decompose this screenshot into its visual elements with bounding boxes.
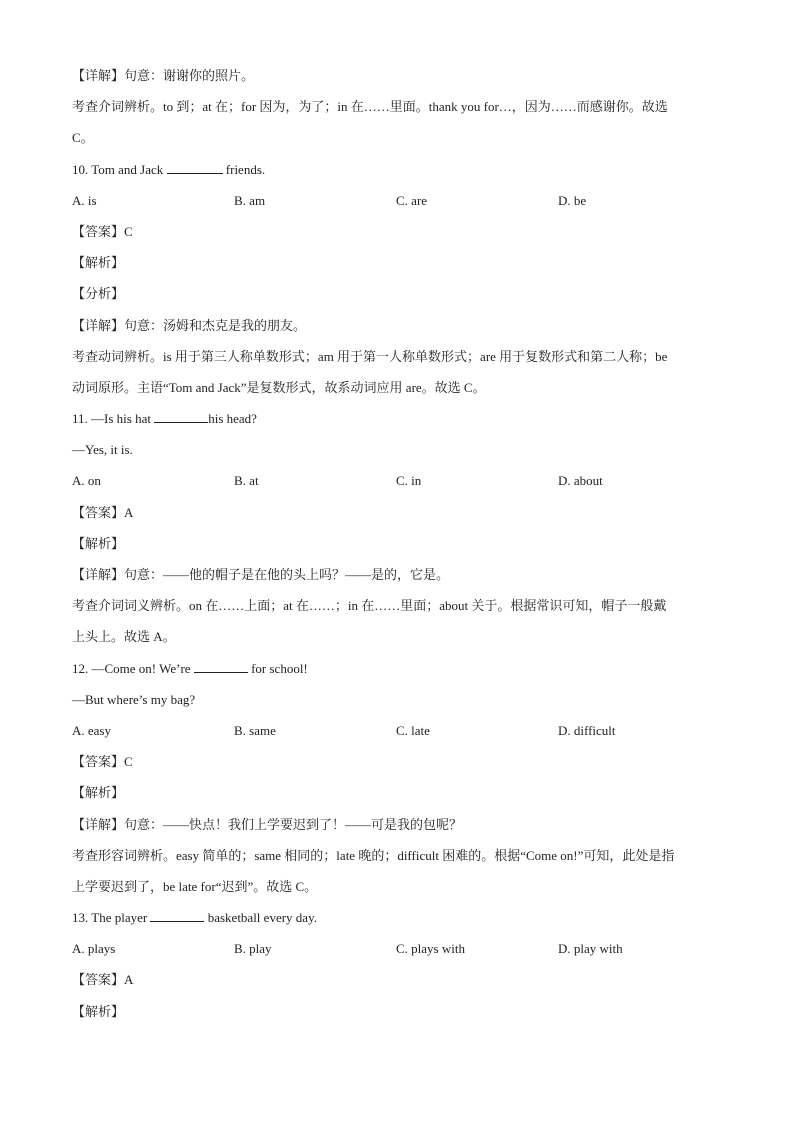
q10-detail: 【详解】句意：汤姆和杰克是我的朋友。 bbox=[72, 317, 307, 333]
q11-blank bbox=[154, 410, 208, 423]
q13-option-c: C. plays with bbox=[396, 941, 465, 957]
q12-stem bbox=[72, 659, 722, 690]
q11-stem bbox=[72, 409, 722, 440]
q10-option-c: C. are bbox=[396, 192, 428, 208]
q10-stem-before: 10. Tom and Jack bbox=[72, 161, 164, 177]
q10-analysis-line1: 考查动词辨析。is 用于第三人称单数形式；am 用于第一人称单数形式；are 用于复数形式和第二人称；be bbox=[72, 348, 668, 364]
q10-jiexi: 【解析】 bbox=[72, 255, 125, 271]
q13-option-d: D. play with bbox=[558, 941, 623, 957]
q9-analysis-line2: C。 bbox=[72, 130, 94, 146]
q10-analysis-line2: 动词原形。主语“Tom and Jack”是复数形式，故系动词应用 are。故选 C。 bbox=[72, 379, 486, 395]
q10-option-d: D. be bbox=[558, 192, 587, 208]
q11-option-c: C. in bbox=[396, 473, 422, 489]
q12-reply: —But where’s my bag? bbox=[72, 691, 196, 707]
q12-analysis-line2: 上学要迟到了，be late for“迟到”。故选 C。 bbox=[72, 878, 318, 894]
q11-option-d: D. about bbox=[558, 473, 603, 489]
q11-answer: 【答案】A bbox=[72, 504, 134, 520]
q11-reply: —Yes, it is. bbox=[72, 442, 133, 458]
q11-jiexi: 【解析】 bbox=[72, 535, 125, 551]
q12-blank bbox=[194, 660, 248, 673]
q11-stem-before: 11. —Is his hat bbox=[72, 411, 151, 427]
q9-detail: 【详解】句意：谢谢你的照片。 bbox=[72, 68, 255, 83]
q12-option-d: D. difficult bbox=[558, 722, 616, 738]
q10-option-b: B. am bbox=[234, 192, 266, 208]
q10-fenxi: 【分析】 bbox=[72, 286, 125, 302]
q12-stem-after: for school! bbox=[251, 660, 308, 676]
q11-options bbox=[72, 471, 722, 502]
q13-option-b: B. play bbox=[234, 941, 272, 957]
q11-stem-after: his head? bbox=[208, 411, 257, 427]
q12-jiexi: 【解析】 bbox=[72, 785, 125, 801]
q13-stem-before: 13. The player bbox=[72, 910, 148, 926]
q13-blank bbox=[150, 909, 204, 922]
q11-option-a: A. on bbox=[72, 473, 101, 489]
q13-jiexi: 【解析】 bbox=[72, 1003, 125, 1019]
q11-analysis-line2: 上头上。故选 A。 bbox=[72, 629, 176, 645]
q12-option-b: B. same bbox=[234, 722, 276, 738]
q10-stem-after: friends. bbox=[225, 161, 266, 177]
q12-options bbox=[72, 721, 722, 752]
q10-answer: 【答案】C bbox=[72, 223, 133, 239]
page-content bbox=[72, 66, 722, 1033]
q10-blank bbox=[167, 161, 223, 174]
q10-option-a: A. is bbox=[72, 192, 97, 208]
q13-stem bbox=[72, 908, 722, 939]
q9-analysis-line1: 考查介词辨析。to 到；at 在；for 因为，为了；in 在……里面。thank you for…，因为……而感谢你。故选 bbox=[72, 99, 668, 115]
q13-options bbox=[72, 939, 722, 970]
q12-option-a: A. easy bbox=[72, 722, 111, 738]
q12-answer: 【答案】C bbox=[72, 754, 133, 770]
q12-analysis-line1: 考查形容词辨析。easy 简单的；same 相同的；late 晚的；difficult 困难的。根据“Come on!”可知，此处是指 bbox=[72, 847, 675, 863]
q11-detail: 【详解】句意：——他的帽子是在他的头上吗？——是的，它是。 bbox=[72, 567, 450, 582]
q10-options bbox=[72, 191, 722, 222]
q11-analysis-line1: 考查介词词义辨析。on 在……上面；at 在……；in 在……里面；about 关于。根据常识可知，帽子一般戴 bbox=[72, 598, 667, 614]
q11-option-b: B. at bbox=[234, 473, 259, 489]
q12-detail: 【详解】句意：——快点！我们上学要迟到了！——可是我的包呢？ bbox=[72, 816, 463, 832]
q13-answer: 【答案】A bbox=[72, 972, 134, 988]
q12-stem-before: 12. —Come on! We’re bbox=[72, 660, 191, 676]
q10-stem bbox=[72, 160, 722, 191]
q13-stem-after: basketball every day. bbox=[207, 910, 317, 926]
q12-option-c: C. late bbox=[396, 722, 430, 738]
q13-option-a: A. plays bbox=[72, 941, 116, 957]
